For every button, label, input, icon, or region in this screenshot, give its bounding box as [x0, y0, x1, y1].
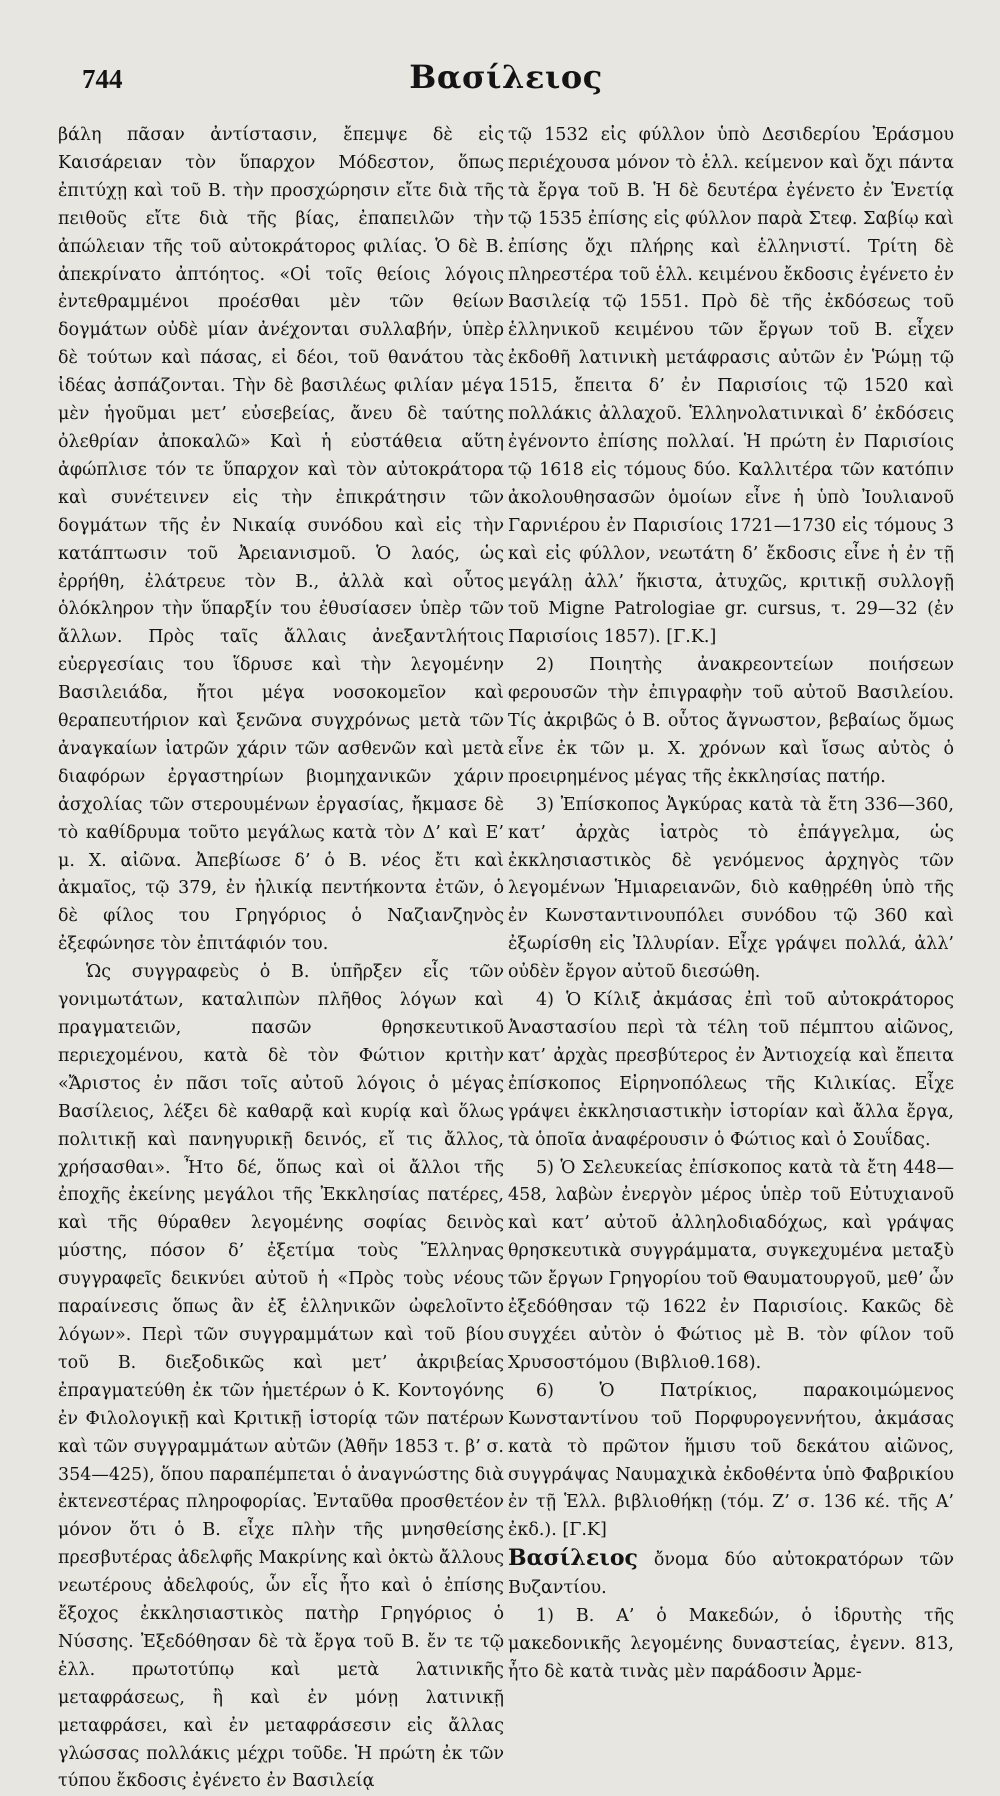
left-column [58, 122, 504, 1796]
new-entry-paragraph [508, 1545, 954, 1603]
paragraph: τῷ 1532 εἰς φύλλον ὑπὸ Δεσιδερίου Ἐράσμου περιέχουσα μόνον τὸ ἑλλ. κείμενον καὶ ὄχι πάντα τὰ ἔργα τοῦ Β. Ἡ δὲ δευτέρα ἐγένετο ἐν Ἑνετίᾳ τῷ 1535 ἐπίσης εἰς φύλλον παρὰ Στεφ. Σαβίῳ καὶ ἐπίσης ὄχι πλήρης καὶ ἑλληνιστί. Τρίτη δὲ πληρεστέρα τοῦ ἑλλ. κειμένου ἔκδοσις ἐγένετο ἐν Βασιλείᾳ τῷ 1551. Πρὸ δὲ τῆς ἐκδόσεως τοῦ ἑλληνικοῦ κειμένου τῶν ἔργων τοῦ Β. εἶχεν ἐκδοθῆ λατινικὴ μετάφρασις αὐτῶν ἐν Ῥώμῃ τῷ 1515, ἔπειτα δ’ ἐν Παρισίοις τῷ 1520 καὶ πολλάκις ἀλλαχοῦ. Ἑλληνολατινικαὶ δ’ ἐκδόσεις ἐγένοντο ἐπίσης πολλαί. Ἡ πρώτη ἐν Παρισίοις τῷ 1618 εἰς τόμους δύο. Καλλιτέρα τῶν κατόπιν ἀκολουθησασῶν ὁμοίων εἶνε ἡ ὑπὸ Ἰουλιανοῦ Γαρνιέρου ἐν Παρισίοις 1721—1730 εἰς τόμους 3 καὶ εἰς φύλλον, νεωτάτη δ’ ἔκδοσις εἶνε ἡ ἐν τῇ μεγάλῃ ἀλλ’ ἥκιστα, ἀτυχῶς, κριτικῇ συλλογῇ τοῦ Migne Patrologiae gr. cursus, τ. 29—32 (ἐν Παρισίοις 1857). [Γ.Κ.] [508, 125, 954, 648]
paragraph: 2) Ποιητὴς ἀνακρεοντείων ποιήσεων φερουσῶν τὴν ἐπιγραφὴν τοῦ αὐτοῦ Βασιλείου. Τίς ἀκριβῶς ὁ Β. οὗτος ἄγνωστον, βεβαίως ὅμως εἶνε ἐκ τῶν μ. Χ. χρόνων καὶ ἴσως αὐτὸς ὁ προειρημένος μέγας τῆς ἐκκλησίας πατήρ. [508, 655, 954, 787]
paragraph: 1) Β. Α’ ὁ Μακεδών, ὁ ἱδρυτὴς τῆς μακεδονικῆς λεγομένης δυναστείας, ἐγενν. 813, ἦτο δὲ κατὰ τινὰς μὲν παράδοσιν Ἀρμε- [508, 1606, 954, 1682]
entry-definition: ὄνομα δύο αὐτοκρατόρων τῶν Βυζαντίου. [508, 1550, 954, 1599]
text-columns [58, 122, 954, 1796]
page-number: 744 [82, 64, 123, 94]
paragraph: 4) Ὁ Κίλιξ ἀκμάσας ἐπὶ τοῦ αὐτοκράτορος Ἀναστασίου περὶ τὰ τέλη τοῦ πέμπτου αἰῶνος, κατ’ ἀρχὰς πρεσβύτερος ἐν Ἀντιοχείᾳ καὶ ἔπειτα ἐπίσκοπος Εἰρηνοπόλεως τῆς Κιλικίας. Εἶχε γράψει ἐκκλησιαστικὴν ἱστορίαν καὶ ἄλλα ἔργα, τὰ ὁποῖα ἀναφέρουσιν ὁ Φώτιος καὶ ὁ Σουΐδας. [508, 990, 954, 1150]
page-header [58, 58, 954, 106]
running-head: Βασίλειος [409, 58, 603, 96]
paragraph: Ὡς συγγραφεὺς ὁ Β. ὑπῆρξεν εἷς τῶν γονιμωτάτων, καταλιπὼν πλῆθος λόγων καὶ πραγματειῶν, πασῶν θρησκευτικοῦ περιεχομένου, κατὰ δὲ τὸν Φώτιον κριτὴν «Ἄριστος ἐν πᾶσι τοῖς αὐτοῦ λόγοις ὁ μέγας Βασίλειος, λέξει δὲ καθαρᾷ καὶ κυρίᾳ καὶ ὅλως πολιτικῇ καὶ πανηγυρικῇ δεινός, εἴ τις ἄλλος, χρήσασθαι». Ἦτο δέ, ὅπως καὶ οἱ ἄλλοι τῆς ἐποχῆς ἐκείνης μεγάλοι τῆς Ἐκκλησίας πατέρες, καὶ τῆς θύραθεν λεγομένης σοφίας δεινὸς μύστης, πόσον δ’ ἐξετίμα τοὺς Ἕλληνας συγγραφεῖς δεικνύει αὐτοῦ ἡ «Πρὸς τοὺς νέους παραίνεσις ὅπως ἂν ἐξ ἑλληνικῶν ὠφελοῖντο λόγων». Περὶ τῶν συγγραμμάτων καὶ τοῦ βίου τοῦ Β. διεξοδικῶς καὶ μετ’ ἀκριβείας ἐπραγματεύθη ἐκ τῶν ἡμετέρων ὁ Κ. Κοντογόνης ἐν Φιλολογικῇ καὶ Κριτικῇ ἱστορίᾳ τῶν πατέρων καὶ τῶν συγγραμμάτων αὐτῶν (Ἀθῆν 1853 τ. β’ σ. 354—425), ὅπου παραπέμπεται ὁ ἀναγνώστης διὰ ἐκτενεστέρας πληροφορίας. Ἐνταῦθα προσθετέον μόνον ὅτι ὁ Β. εἶχε πλὴν τῆς μνησθείσης πρεσβυτέρας ἀδελφῆς Μακρίνης καὶ ὀκτὼ ἄλλους νεωτέρους ἀδελφούς, ὧν εἷς ἦτο καὶ ὁ ἐπίσης ἔξοχος ἐκκλησιαστικὸς πατὴρ Γρηγόριος ὁ Νύσσης. Ἐξεδόθησαν δὲ τὰ ἔργα τοῦ Β. ἔν τε τῷ ἑλλ. πρωτοτύπῳ καὶ μετὰ λατινικῆς μεταφράσεως, ἢ καὶ ἐν μόνῃ λατινικῇ μεταφράσει, καὶ ἐν μεταφράσεσιν εἰς ἄλλας γλώσσας πολλάκις μέχρι τοῦδε. Ἡ πρώτη ἐκ τῶν τύπου ἔκδοσις ἐγένετο ἐν Βασιλείᾳ [58, 962, 504, 1792]
paragraph: 3) Ἐπίσκοπος Ἀγκύρας κατὰ τὰ ἔτη 336—360, κατ’ ἀρχὰς ἰατρὸς τὸ ἐπάγγελμα, ὡς ἐκκλησιαστικὸς δὲ γενόμενος ἀρχηγὸς τῶν λεγομένων Ἡμιαρειανῶν, διὸ καθῃρέθη ὑπὸ τῆς ἐν Κωνσταντινουπόλει συνόδου τῷ 360 καὶ ἐξωρίσθη εἰς Ἰλλυρίαν. Εἶχε γράψει πολλά, ἀλλ’ οὐδὲν ἔργον αὐτοῦ διεσώθη. [508, 794, 954, 983]
paragraph: 5) Ὁ Σελευκείας ἐπίσκοπος κατὰ τὰ ἔτη 448—458, λαβὼν ἐνεργὸν μέρος ὑπὲρ τοῦ Εὐτυχιανοῦ καὶ κατ’ αὐτοῦ ἀλληλοδιαδόχως, καὶ γράψας θρησκευτικὰ συγγράμματα, συγκεχυμένα μεταξὺ τῶν ἔργων Γρηγορίου τοῦ Θαυματουργοῦ, μεθ’ ὧν ἐξεδόθησαν τῷ 1622 ἐν Παρισίοις. Κακῶς δὲ συγχέει αὐτὸν ὁ Φώτιος μὲ Β. τὸν φίλον τοῦ Χρυσοστόμου (Βιβλιοθ.168). [508, 1157, 954, 1373]
right-column [508, 122, 954, 1796]
entry-headword: Βασίλειος [508, 1545, 638, 1572]
paragraph: 6) Ὁ Πατρίκιος, παρακοιμώμενος Κωνσταντίνου τοῦ Πορφυρογεννήτου, ἀκμάσας κατὰ τὸ πρῶτον ἥμισυ τοῦ δεκάτου αἰῶνος, συγγράψας Ναυμαχικὰ ἐκδοθέντα ὑπὸ Φαβρικίου ἐν τῇ Ἑλλ. βιβλιοθήκῃ (τόμ. Ζ’ σ. 136 κέ. τῆς Α’ ἐκδ.). [Γ.Κ] [508, 1380, 954, 1541]
paragraph: βάλη πᾶσαν ἀντίστασιν, ἔπεμψε δὲ εἰς Καισάρειαν τὸν ὕπαρχον Μόδεστον, ὅπως ἐπιτύχῃ καὶ τοῦ Β. τὴν προσχώρησιν εἴτε διὰ τῆς πειθοῦς εἴτε διὰ τῆς βίας, ἐπαπειλῶν τὴν ἀπώλειαν τῆς τοῦ αὐτοκράτορος φιλίας. Ὁ δὲ Β. ἀπεκρίνατο ἀπτόητος. «Οἱ τοῖς θείοις λόγοις ἐντεθραμμένοι προέσθαι μὲν τῶν θείων δογμάτων οὐδὲ μίαν ἀνέχονται συλλαβήν, ὑπὲρ δὲ τούτων καὶ πάσας, εἰ δέοι, τοῦ θανάτου τὰς ἰδέας ἀσπάζονται. Τὴν δὲ βασιλέως φιλίαν μέγα μὲν ἡγοῦμαι μετ’ εὐσεβείας, ἄνευ δὲ ταύτης ὀλεθρίαν ἀποκαλῶ» Καὶ ἡ εὐστάθεια αὕτη ἀφώπλισε τόν τε ὕπαρχον καὶ τὸν αὐτοκράτορα καὶ συνέτεινεν εἰς τὴν ἐπικράτησιν τῶν δογμάτων τῆς ἐν Νικαίᾳ συνόδου καὶ εἰς τὴν κατάπτωσιν τοῦ Ἀρειανισμοῦ. Ὁ λαός, ὡς ἐρρήθη, ἐλάτρευε τὸν Β., ἀλλὰ καὶ οὗτος ὁλόκληρον τὴν ὕπαρξίν του ἐθυσίασεν ὑπὲρ τῶν ἄλλων. Πρὸς ταῖς ἄλλαις ἀνεξαντλήτοις εὐεργεσίαις του ἵδρυσε καὶ τὴν λεγομένην Βασιλειάδα, ἤτοι μέγα νοσοκομεῖον καὶ θεραπευτήριον καὶ ξενῶνα συγχρόνως μετὰ τῶν ἀναγκαίων ἰατρῶν χάριν τῶν ασθενῶν καὶ μετὰ διαφόρων ἐργαστηρίων βιομηχανικῶν χάριν ἀσχολίας τῶν στερουμένων ἐργασίας, ἤκμασε δὲ τὸ καθίδρυμα τοῦτο μεγάλως κατὰ τὸν Δ’ καὶ Ε’ μ. Χ. αἰῶνα. Ἀπεβίωσε δ’ ὁ Β. νέος ἔτι καὶ ἀκμαῖος, τῷ 379, ἐν ἡλικίᾳ πεντήκοντα ἐτῶν, ὁ δὲ φίλος του Γρηγόριος ὁ Ναζιανζηνὸς ἐξεφώνησε τὸν ἐπιτάφιόν του. [58, 125, 504, 955]
